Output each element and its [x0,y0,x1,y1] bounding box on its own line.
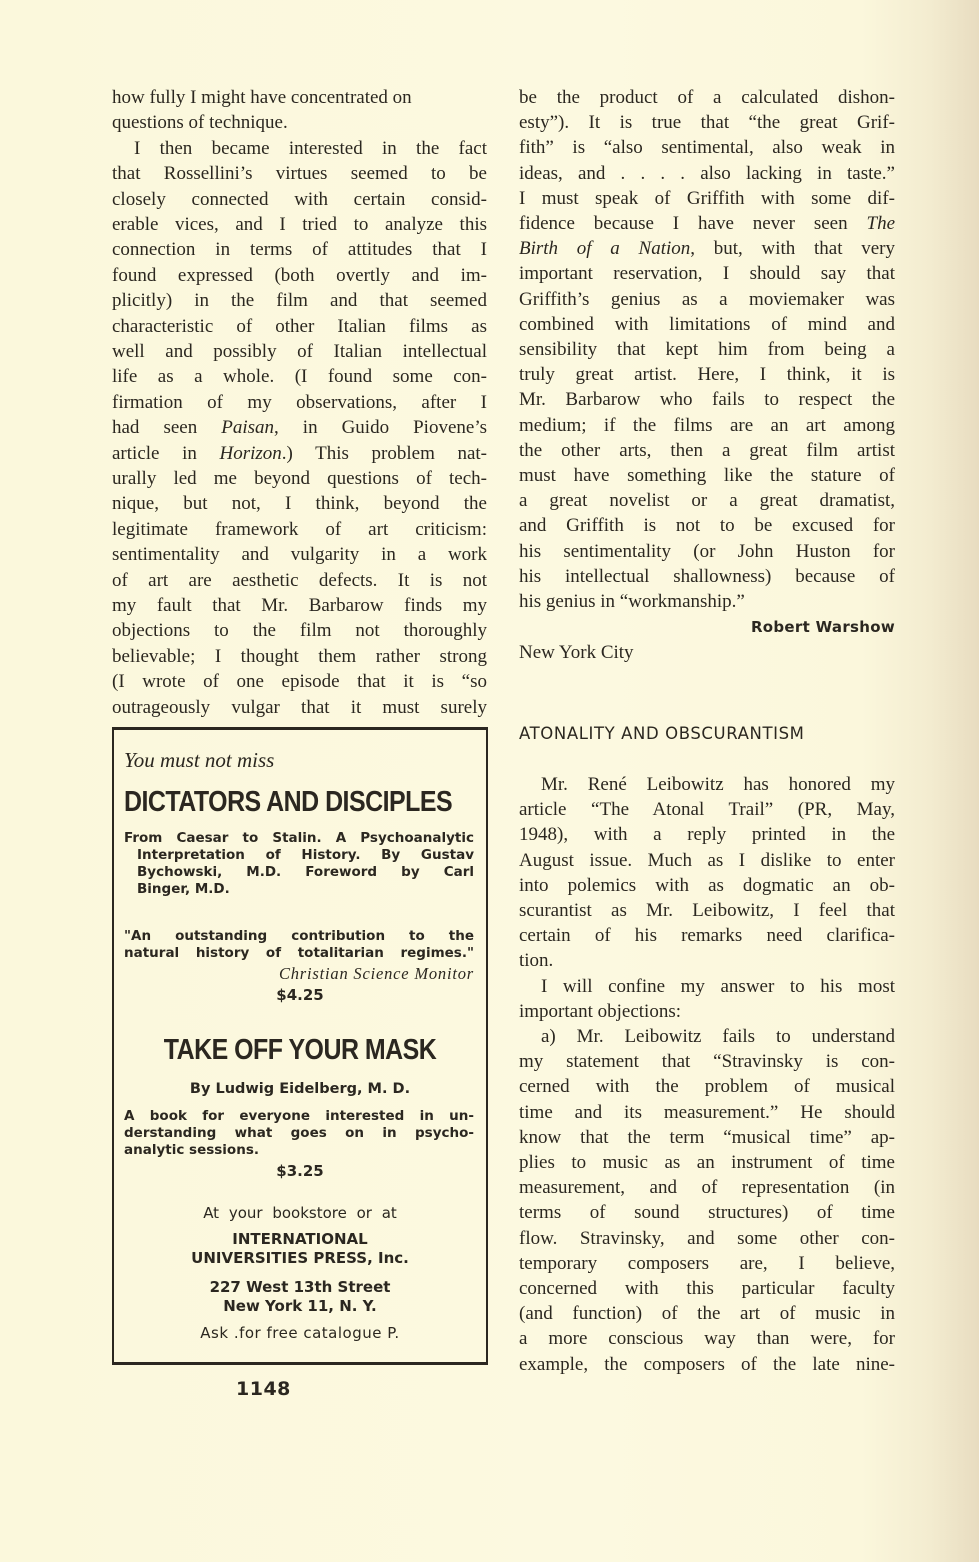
text-line: (I wrote of one episode that it is “so [112,671,487,693]
text-line: believable; I thought them rather strong [112,645,487,667]
text-line: I will confine my answer to his most [541,975,895,997]
text-line: into polemics with as dogmatic an ob- [519,874,895,896]
magazine-title-horizon: Horizon [219,442,282,464]
text-line: legitimate framework of art criticism: [112,518,487,540]
ad-line: "An outstanding contribution to the [124,928,474,944]
text-line: erable vices, and I tried to analyze this [112,214,487,235]
text-line: well and possibly of Italian intellectual [112,341,487,362]
text-line: connection in terms of attitudes that I [112,239,487,261]
text-line: measurement, and of representation (in [519,1177,895,1199]
text-line: the other arts, then a great film artist [519,439,895,461]
text-line: his intellectual shallowness) because of [519,565,895,587]
text-line: found expressed (both overtly and im- [112,264,487,286]
text-line: his genius in “workmanship.” [519,591,745,612]
text-line: my statement that “Stravinsky is con- [519,1051,895,1073]
text-line: terms of sound structures) of time [519,1202,895,1224]
text-line: closely connected with certain consid- [112,188,487,210]
film-title-paisan: Paisan [221,417,275,439]
text-line: questions of technique. [112,112,288,134]
text-fragment: , in Guido Piovene’s [274,417,487,439]
address-line: New York 11, N. Y. [223,1297,377,1315]
text-line: must have something like the stature of [519,465,895,486]
text-line: and Griffith is not to be excused for [519,515,895,537]
text-line: fith” is “also sentimental, also weak in [519,137,895,159]
text-line-with-italic [519,211,895,236]
book2-price: $3.25 [276,1162,324,1180]
letter-location: New York City [519,642,634,663]
text-line: 1948), with a reply printed in the [519,824,895,846]
book-advertisement [112,727,488,1365]
text-line: article “The Atonal Trail” (PR, May, [519,799,895,821]
publisher-line: UNIVERSITIES PRESS, Inc. [191,1249,409,1267]
text-line: my fault that Mr. Barbarow finds my [112,595,487,616]
text-line: example, the composers of the late nine- [519,1353,895,1375]
text-line: tion. [519,950,554,972]
ad-line: A book for everyone interested in un- [124,1108,474,1124]
book-title-dictators-and-disciples: DICTATORS AND DISCIPLES [124,786,453,818]
text-line: ideas, and . . . . also lacking in taste.” [519,162,895,184]
text-line-with-italic [519,236,895,261]
text-line: outrageously vulgar that it must surely [112,696,487,718]
publisher-address [114,1278,486,1316]
text-line: plies to music as an instrument of time [519,1152,895,1173]
text-line-with-italic [112,415,487,440]
ad-line: Interpretation of History. By Gustav [137,847,474,863]
text-line: sentimentality and vulgarity in a work [112,544,487,566]
address-line: 227 West 13th Street [209,1278,391,1296]
book1-review-quote [124,928,474,962]
text-line: firmation of my observations, after I [112,391,487,413]
text-line: esty”). It is true that “the great Grif- [519,112,895,134]
text-line: truly great artist. Here, I think, it is [519,364,895,386]
text-line: certain of his remarks need clarifica- [519,925,895,947]
text-fragment: fidence because I have never seen [519,213,867,234]
book1-description [124,830,474,898]
ad-line: Binger, M.D. [137,881,230,897]
ad-intro: You must not miss [124,748,275,772]
text-line: a) Mr. Leibowitz fails to understand [541,1026,895,1047]
text-line: of art are aesthetic defects. It is not [112,569,487,591]
text-line: August issue. Much as I dislike to enter [519,849,895,871]
text-line: medium; if the films are an art among [519,414,895,436]
text-line: sensibility that kept him from being a [519,339,895,360]
text-line: how fully I might have concentrated on [112,87,412,108]
quote-source: Christian Science Monitor [278,964,474,983]
text-fragment: .) This problem nat- [281,442,487,464]
text-line: concerned with this particular faculty [519,1278,895,1299]
ad-line: From Caesar to Stalin. A Psychoanalytic [124,830,474,846]
text-line: characteristic of other Italian films as [112,315,487,337]
text-fragment: article in [112,442,220,464]
text-line: be the product of a calculated dishon- [519,87,895,108]
catalogue-note: Ask .for free catalogue P. [200,1324,400,1342]
text-fragment: had seen [112,417,222,439]
book1-price: $4.25 [276,986,324,1004]
ad-line: Bychowski, M.D. Foreword by Carl [137,864,474,880]
ad-line: derstanding what goes on in psycho- [124,1125,474,1141]
text-line: nique, but not, I think, beyond the [112,493,487,515]
ad-line: analytic sessions. [124,1142,259,1158]
text-line: I then became interested in the fact [134,137,487,159]
text-line-with-italic [112,441,487,466]
film-title-birth-of-a-nation: Birth of a Nation [519,238,691,260]
text-line: flow. Stravinsky, and some other con- [519,1227,895,1249]
text-line: plicitly) in the film and that seemed [112,290,487,312]
text-line: Mr. Barbarow who fails to respect the [519,389,895,411]
publisher-name [114,1230,486,1268]
ad-line: natural history of totalitarian regimes." [124,945,474,961]
text-line: Mr. René Leibowitz has honored my [541,774,895,795]
text-line: a more conscious way than were, for [519,1328,895,1350]
text-line: important reservation, I should say that [519,263,895,285]
publisher-line: INTERNATIONAL [232,1230,368,1248]
text-line: temporary composers are, I believe, [519,1252,895,1274]
text-line: (and function) of the art of music in [519,1303,895,1325]
text-line: objections to the film not thoroughly [112,620,487,642]
text-line: that Rossellini’s virtues seemed to be [112,163,487,185]
text-line: combined with limitations of mind and [519,313,895,335]
text-line: life as a whole. (I found some con- [112,366,487,388]
text-line: Griffith’s genius as a moviemaker was [519,288,895,310]
book2-author: By Ludwig Eidelberg, M. D. [189,1081,411,1097]
text-line: urally led me beyond questions of tech- [112,468,487,489]
availability-text: At your bookstore or at [203,1204,397,1222]
film-title-part: The [866,213,895,234]
text-line: cerned with the problem of musical [519,1076,895,1098]
text-line: time and its measurement.” He should [519,1101,895,1123]
text-line: a great novelist or a great dramatist, [519,490,895,512]
text-line: important objections: [519,1000,682,1022]
text-line: know that the term “musical time” ap- [519,1126,895,1148]
section-heading: ATONALITY AND OBSCURANTISM [519,724,805,743]
letter-signature: Robert Warshow [750,618,895,636]
text-line: I must speak of Griffith with some dif- [519,187,895,209]
book-title-take-off-your-mask: TAKE OFF YOUR MASK [163,1034,437,1066]
text-line: his sentimentality (or John Huston for [519,540,895,562]
page-number: 1148 [236,1378,291,1400]
book2-description [124,1108,474,1159]
text-line: scurantist as Mr. Leibowitz, I feel that [519,900,895,921]
text-fragment: , but, with that very [690,238,895,260]
